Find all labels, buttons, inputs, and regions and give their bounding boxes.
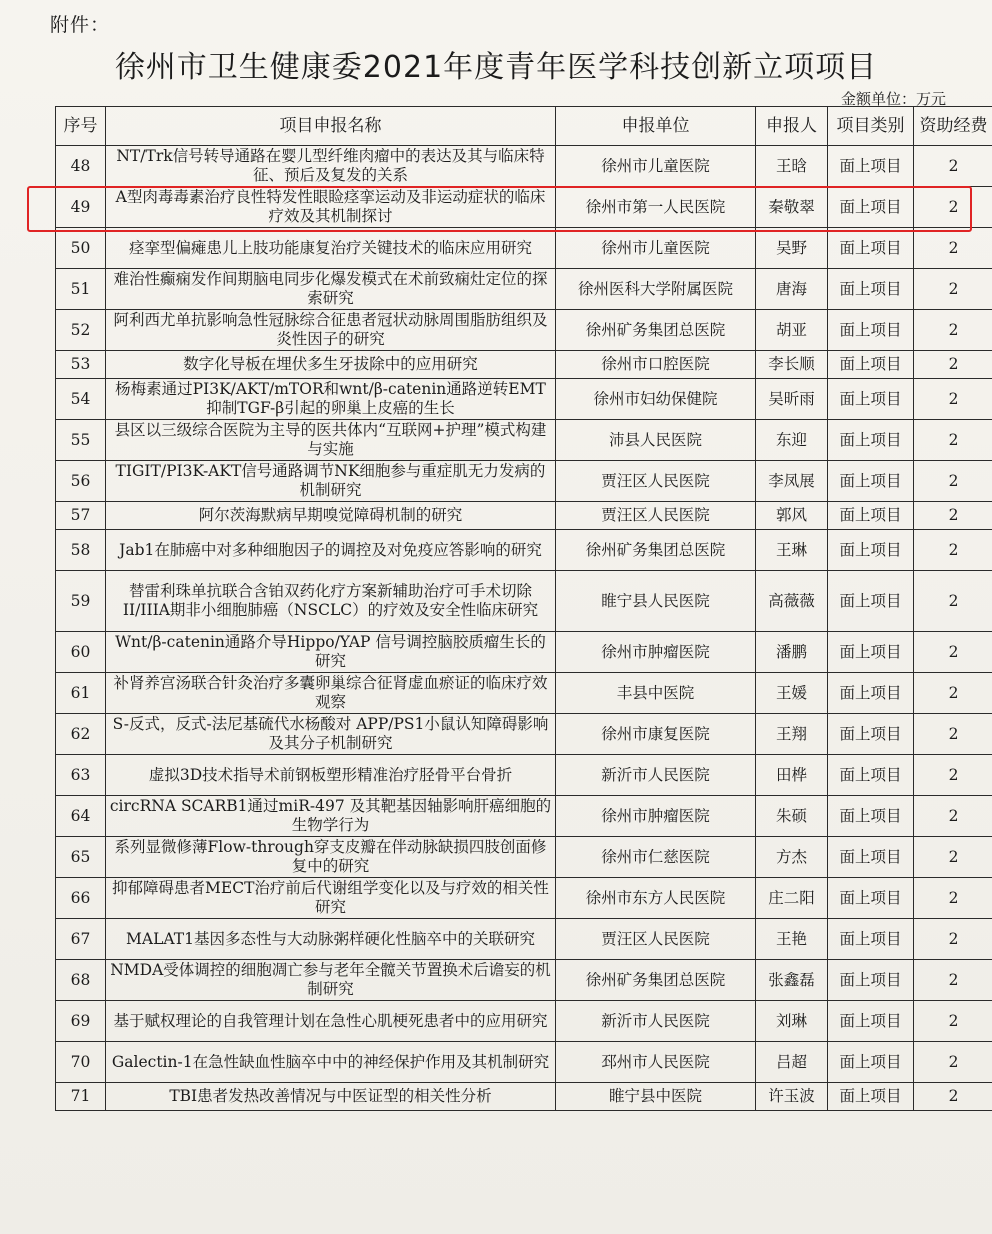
project-category-cell: 面上项目 (828, 837, 914, 878)
applicant-unit-cell: 贾汪区人民医院 (556, 461, 756, 502)
project-name-cell: 阿利西尤单抗影响急性冠脉综合征患者冠状动脉周围脂肪组织及炎性因子的研究 (106, 310, 556, 351)
funding-amount-cell: 2 (914, 837, 992, 878)
project-name-cell: TIGIT/PI3K-AKT信号通路调节NK细胞参与重症肌无力发病的机制研究 (106, 461, 556, 502)
applicant-name-cell: 秦敬翠 (756, 187, 828, 228)
table-row (56, 755, 992, 796)
applicant-unit-cell: 徐州市康复医院 (556, 714, 756, 755)
table-row (56, 837, 992, 878)
funding-amount-cell: 2 (914, 960, 992, 1001)
applicant-unit-cell: 徐州市妇幼保健院 (556, 379, 756, 420)
funding-amount-cell: 2 (914, 796, 992, 837)
page-title: 徐州市卫生健康委2021年度青年医学科技创新立项项目 (114, 50, 878, 85)
project-name-cell: 抑郁障碍患者MECT治疗前后代谢组学变化以及与疗效的相关性研究 (106, 878, 556, 919)
applicant-name-cell: 王晗 (756, 146, 828, 187)
row-number-cell: 68 (56, 960, 106, 1001)
applicant-unit-cell: 徐州市肿瘤医院 (556, 796, 756, 837)
project-name-cell: NT/Trk信号转导通路在婴儿型纤维肉瘤中的表达及其与临床特征、预后及复发的关系 (106, 146, 556, 187)
funding-amount-cell: 2 (914, 310, 992, 351)
row-number-cell: 51 (56, 269, 106, 310)
applicant-name-cell: 方杰 (756, 837, 828, 878)
applicant-name-cell: 王翔 (756, 714, 828, 755)
table-row (56, 228, 992, 269)
table-row (56, 269, 992, 310)
table-header-row (56, 107, 992, 146)
project-name-cell: 难治性癫痫发作间期脑电同步化爆发模式在术前致痫灶定位的探索研究 (106, 269, 556, 310)
table-row (56, 379, 992, 420)
project-name-cell: circRNA SCARB1通过miR-497 及其靶基因轴影响肝癌细胞的生物学行为 (106, 796, 556, 837)
applicant-unit-cell: 徐州市儿童医院 (556, 146, 756, 187)
funding-amount-cell: 2 (914, 673, 992, 714)
table-row (56, 351, 992, 379)
row-number-cell: 70 (56, 1042, 106, 1083)
row-number-cell: 52 (56, 310, 106, 351)
row-number-cell: 63 (56, 755, 106, 796)
applicant-unit-cell: 徐州市口腔医院 (556, 351, 756, 379)
applicant-unit-cell: 新沂市人民医院 (556, 1001, 756, 1042)
project-category-cell: 面上项目 (828, 502, 914, 530)
column-header-name: 项目申报名称 (106, 107, 556, 146)
project-category-cell: 面上项目 (828, 379, 914, 420)
funding-amount-cell: 2 (914, 919, 992, 960)
applicant-name-cell: 王媛 (756, 673, 828, 714)
funding-amount-cell: 2 (914, 1042, 992, 1083)
project-category-cell: 面上项目 (828, 310, 914, 351)
highlight-box-row-49 (27, 186, 972, 232)
project-name-cell: S-反式，反式-法尼基硫代水杨酸对 APP/PS1小鼠认知障碍影响及其分子机制研究 (106, 714, 556, 755)
funding-amount-cell: 2 (914, 228, 992, 269)
project-name-cell: 替雷利珠单抗联合含铂双药化疗方案新辅助治疗可手术切除II/IIIA期非小细胞肺癌（NSCLC）的疗效及安全性临床研究 (106, 571, 556, 632)
project-name-cell: Galectin-1在急性缺血性脑卒中中的神经保护作用及其机制研究 (106, 1042, 556, 1083)
applicant-unit-cell: 徐州矿务集团总医院 (556, 310, 756, 351)
project-name-cell: 痉挛型偏瘫患儿上肢功能康复治疗关键技术的临床应用研究 (106, 228, 556, 269)
table-body (56, 146, 992, 1111)
applicant-name-cell: 吴野 (756, 228, 828, 269)
applicant-name-cell: 许玉波 (756, 1083, 828, 1111)
applicant-name-cell: 朱硕 (756, 796, 828, 837)
applicant-unit-cell: 徐州市第一人民医院 (556, 187, 756, 228)
project-category-cell: 面上项目 (828, 755, 914, 796)
applicant-unit-cell: 贾汪区人民医院 (556, 502, 756, 530)
applicant-unit-cell: 贾汪区人民医院 (556, 919, 756, 960)
applicant-name-cell: 东迎 (756, 420, 828, 461)
currency-unit-note: 金额单位：万元 (840, 90, 946, 108)
funding-amount-cell: 2 (914, 420, 992, 461)
applicant-unit-cell: 睢宁县中医院 (556, 1083, 756, 1111)
row-number-cell: 66 (56, 878, 106, 919)
applicant-unit-cell: 新沂市人民医院 (556, 755, 756, 796)
row-number-cell: 50 (56, 228, 106, 269)
project-category-cell: 面上项目 (828, 146, 914, 187)
row-number-cell: 69 (56, 1001, 106, 1042)
project-category-cell: 面上项目 (828, 351, 914, 379)
column-header-funding: 资助经费 (914, 107, 992, 146)
project-name-cell: A型肉毒毒素治疗良性特发性眼睑痉挛运动及非运动症状的临床疗效及其机制探讨 (106, 187, 556, 228)
table-row (56, 632, 992, 673)
project-category-cell: 面上项目 (828, 1042, 914, 1083)
applicant-name-cell: 胡亚 (756, 310, 828, 351)
funding-amount-cell: 2 (914, 351, 992, 379)
row-number-cell: 67 (56, 919, 106, 960)
project-name-cell: 县区以三级综合医院为主导的医共体内“互联网+护理”模式构建与实施 (106, 420, 556, 461)
funding-amount-cell: 2 (914, 461, 992, 502)
project-name-cell: 阿尔茨海默病早期嗅觉障碍机制的研究 (106, 502, 556, 530)
row-number-cell: 54 (56, 379, 106, 420)
project-category-cell: 面上项目 (828, 878, 914, 919)
funding-amount-cell: 2 (914, 714, 992, 755)
project-category-cell: 面上项目 (828, 1083, 914, 1111)
project-name-cell: 补肾养宫汤联合针灸治疗多囊卵巢综合征肾虚血瘀证的临床疗效观察 (106, 673, 556, 714)
applicant-unit-cell: 邳州市人民医院 (556, 1042, 756, 1083)
project-category-cell: 面上项目 (828, 530, 914, 571)
applicant-name-cell: 郭风 (756, 502, 828, 530)
applicant-name-cell: 吴昕雨 (756, 379, 828, 420)
row-number-cell: 56 (56, 461, 106, 502)
project-name-cell: 基于赋权理论的自我管理计划在急性心肌梗死患者中的应用研究 (106, 1001, 556, 1042)
row-number-cell: 71 (56, 1083, 106, 1111)
row-number-cell: 58 (56, 530, 106, 571)
project-name-cell: TBI患者发热改善情况与中医证型的相关性分析 (106, 1083, 556, 1111)
table-row (56, 673, 992, 714)
project-category-cell: 面上项目 (828, 420, 914, 461)
table-row (56, 461, 992, 502)
project-name-cell: Jab1在肺癌中对多种细胞因子的调控及对免疫应答影响的研究 (106, 530, 556, 571)
project-name-cell: 杨梅素通过PI3K/AKT/mTOR和wnt/β-catenin通路逆转EMT抑制TGF-β引起的卵巢上皮癌的生长 (106, 379, 556, 420)
applicant-name-cell: 吕超 (756, 1042, 828, 1083)
project-category-cell: 面上项目 (828, 960, 914, 1001)
table-row (56, 420, 992, 461)
funding-amount-cell: 2 (914, 1083, 992, 1111)
applicant-name-cell: 李凤展 (756, 461, 828, 502)
row-number-cell: 64 (56, 796, 106, 837)
row-number-cell: 55 (56, 420, 106, 461)
funding-amount-cell: 2 (914, 632, 992, 673)
applicant-name-cell: 高薇薇 (756, 571, 828, 632)
project-category-cell: 面上项目 (828, 796, 914, 837)
project-name-cell: 虚拟3D技术指导术前钢板塑形精准治疗胫骨平台骨折 (106, 755, 556, 796)
funding-amount-cell: 2 (914, 571, 992, 632)
funding-amount-cell: 2 (914, 379, 992, 420)
table-row (56, 919, 992, 960)
applicant-unit-cell: 沛县人民医院 (556, 420, 756, 461)
applicant-unit-cell: 徐州市仁慈医院 (556, 837, 756, 878)
column-header-no: 序号 (56, 107, 106, 146)
table-row (56, 1083, 992, 1111)
row-number-cell: 62 (56, 714, 106, 755)
table-row (56, 1001, 992, 1042)
applicant-unit-cell: 睢宁县人民医院 (556, 571, 756, 632)
project-name-cell: MALAT1基因多态性与大动脉粥样硬化性脑卒中的关联研究 (106, 919, 556, 960)
attachment-label: 附件： (50, 14, 111, 36)
applicant-name-cell: 唐海 (756, 269, 828, 310)
project-category-cell: 面上项目 (828, 632, 914, 673)
project-category-cell: 面上项目 (828, 269, 914, 310)
project-category-cell: 面上项目 (828, 1001, 914, 1042)
table-row (56, 310, 992, 351)
applicant-name-cell: 王琳 (756, 530, 828, 571)
funding-amount-cell: 2 (914, 146, 992, 187)
project-category-cell: 面上项目 (828, 187, 914, 228)
project-table (55, 106, 992, 1111)
row-number-cell: 49 (56, 187, 106, 228)
applicant-unit-cell: 徐州医科大学附属医院 (556, 269, 756, 310)
applicant-unit-cell: 徐州矿务集团总医院 (556, 530, 756, 571)
table-row (56, 571, 992, 632)
table-row (56, 796, 992, 837)
row-number-cell: 65 (56, 837, 106, 878)
table-row (56, 146, 992, 187)
applicant-unit-cell: 徐州市儿童医院 (556, 228, 756, 269)
table-row (56, 960, 992, 1001)
applicant-unit-cell: 徐州矿务集团总医院 (556, 960, 756, 1001)
column-header-unit: 申报单位 (556, 107, 756, 146)
applicant-name-cell: 张鑫磊 (756, 960, 828, 1001)
project-category-cell: 面上项目 (828, 571, 914, 632)
project-name-cell: 系列显微修薄Flow-through穿支皮瓣在伴动脉缺损四肢创面修复中的研究 (106, 837, 556, 878)
table-row (56, 878, 992, 919)
applicant-unit-cell: 徐州市肿瘤医院 (556, 632, 756, 673)
row-number-cell: 48 (56, 146, 106, 187)
applicant-name-cell: 王艳 (756, 919, 828, 960)
column-header-applicant: 申报人 (756, 107, 828, 146)
project-name-cell: NMDA受体调控的细胞凋亡参与老年全髋关节置换术后谵妄的机制研究 (106, 960, 556, 1001)
project-name-cell: 数字化导板在埋伏多生牙拔除中的应用研究 (106, 351, 556, 379)
funding-amount-cell: 2 (914, 187, 992, 228)
project-category-cell: 面上项目 (828, 673, 914, 714)
column-header-category: 项目类别 (828, 107, 914, 146)
applicant-name-cell: 田桦 (756, 755, 828, 796)
applicant-name-cell: 庄二阳 (756, 878, 828, 919)
table-row (56, 502, 992, 530)
funding-amount-cell: 2 (914, 269, 992, 310)
project-name-cell: Wnt/β-catenin通路介导Hippo/YAP 信号调控脑胶质瘤生长的研究 (106, 632, 556, 673)
funding-amount-cell: 2 (914, 878, 992, 919)
row-number-cell: 53 (56, 351, 106, 379)
funding-amount-cell: 2 (914, 755, 992, 796)
table-row (56, 530, 992, 571)
project-category-cell: 面上项目 (828, 228, 914, 269)
row-number-cell: 60 (56, 632, 106, 673)
applicant-unit-cell: 徐州市东方人民医院 (556, 878, 756, 919)
applicant-name-cell: 潘鹏 (756, 632, 828, 673)
project-category-cell: 面上项目 (828, 714, 914, 755)
row-number-cell: 61 (56, 673, 106, 714)
funding-amount-cell: 2 (914, 502, 992, 530)
funding-amount-cell: 2 (914, 1001, 992, 1042)
applicant-name-cell: 刘琳 (756, 1001, 828, 1042)
project-category-cell: 面上项目 (828, 461, 914, 502)
funding-amount-cell: 2 (914, 530, 992, 571)
row-number-cell: 57 (56, 502, 106, 530)
project-category-cell: 面上项目 (828, 919, 914, 960)
row-number-cell: 59 (56, 571, 106, 632)
table-row (56, 1042, 992, 1083)
table-row (56, 714, 992, 755)
applicant-name-cell: 李长顺 (756, 351, 828, 379)
applicant-unit-cell: 丰县中医院 (556, 673, 756, 714)
